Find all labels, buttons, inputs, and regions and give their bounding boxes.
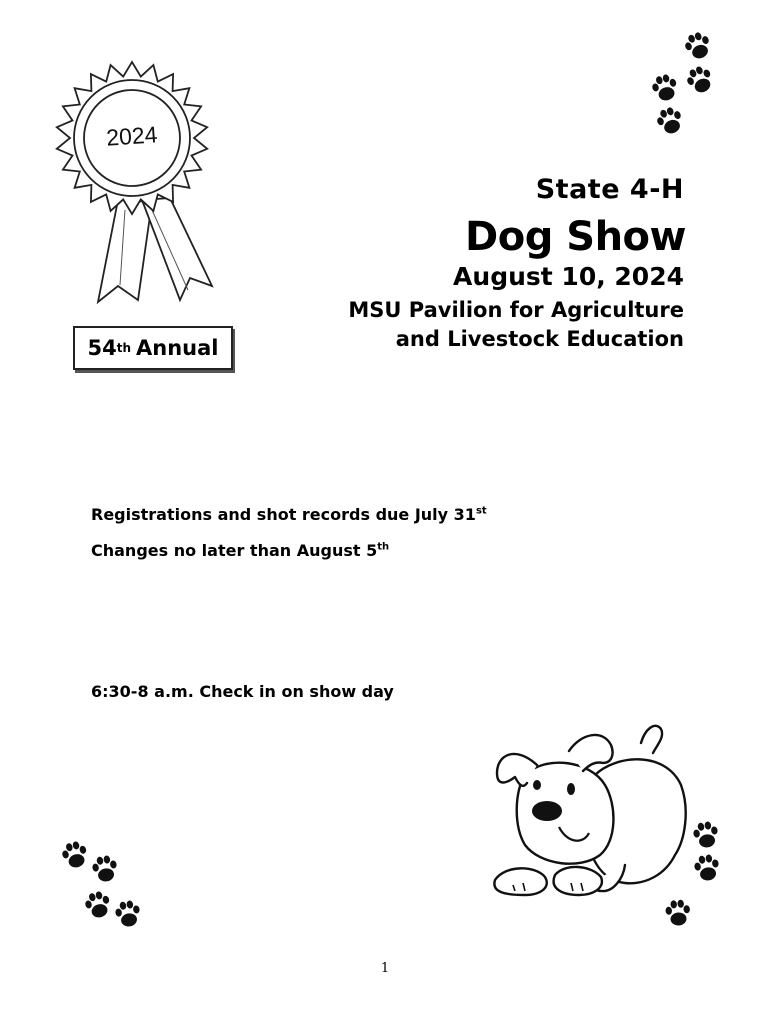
registration-deadline [91,505,487,524]
paw-print-icon [656,107,684,135]
paw-print-icon [61,841,89,869]
paw-print-icon [91,855,119,883]
annual-suffix: th [116,341,132,355]
annual-number: 54 [87,336,117,360]
award-ribbon-icon [40,50,230,310]
paw-print-icon [84,891,112,919]
changes-deadline [91,541,389,560]
checkin-time: 6:30-8 a.m. Check in on show day [91,682,394,701]
paw-print-icon [114,900,142,928]
paw-print-icon [693,854,721,882]
paw-print-icon [686,66,714,94]
changes-suffix: th [377,541,390,553]
title-date: August 10, 2024 [453,262,684,291]
paw-print-icon [684,32,712,60]
annual-badge [73,326,233,370]
paw-print-icon [651,74,679,102]
registration-text: Registrations and shot records due July 31 [91,505,476,524]
registration-suffix: st [475,505,487,517]
annual-word: Annual [136,336,219,360]
title-event: Dog Show [465,214,686,260]
paw-print-icon [692,821,720,849]
ribbon-year: 2024 [105,121,159,151]
changes-text: Changes no later than August 5 [91,541,378,560]
page-number: 1 [380,961,390,976]
cartoon-dog-illustration [485,715,695,905]
venue-line-2: and Livestock Education [395,327,684,351]
venue-line-1: MSU Pavilion for Agriculture [348,298,684,322]
title-state: State 4-H [535,174,684,205]
